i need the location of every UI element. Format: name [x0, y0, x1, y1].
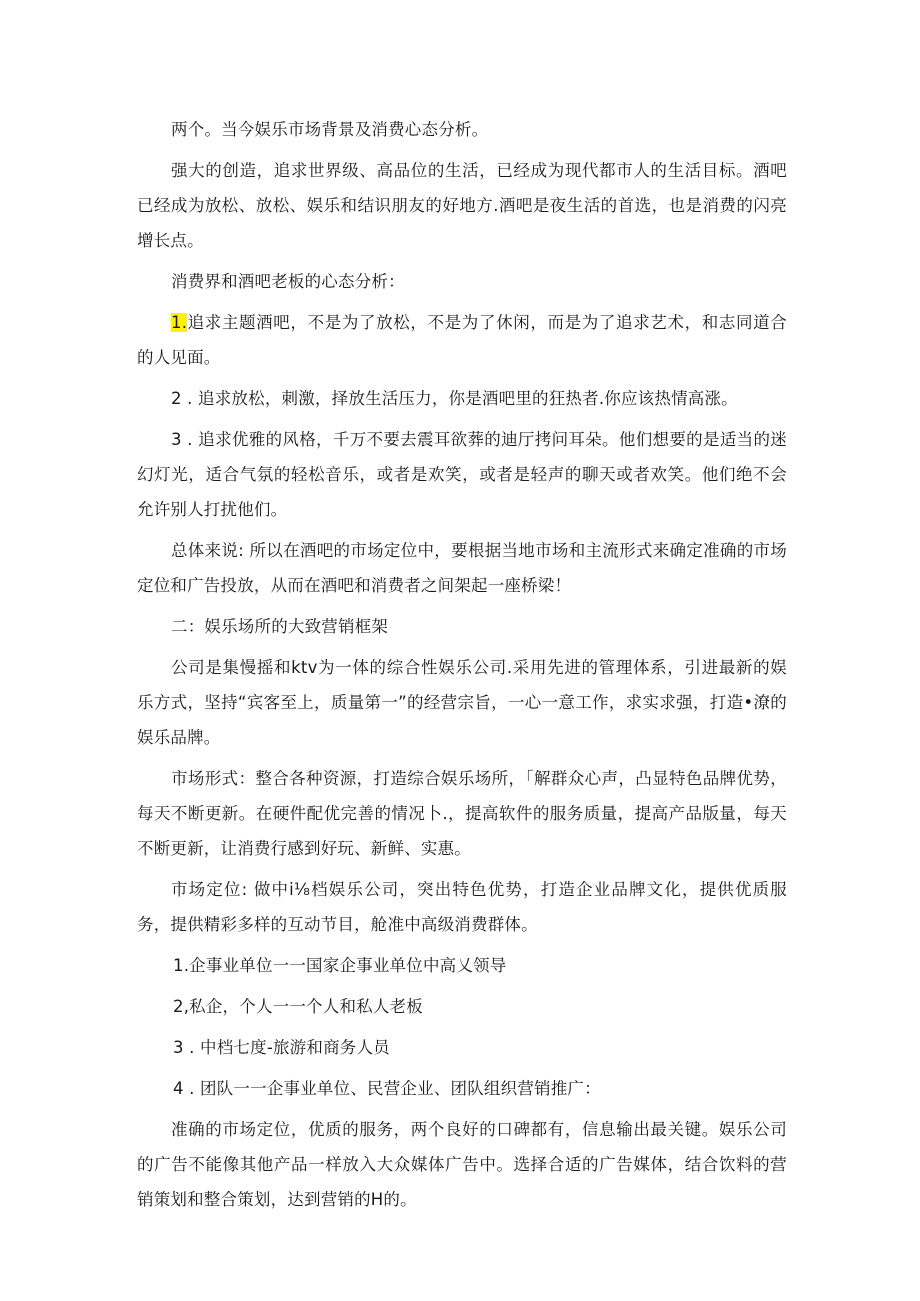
list-item-1: 1.企事业单位一一国家企事业单位中高乂领导 — [173, 956, 507, 975]
list-item-4: 4 . 团队一一企事业单位、民营企业、团队组织营销推广： — [173, 1079, 601, 1098]
paragraph-16: 准确的市场定位，优质的服务，两个良好的口碑都有，信息输出最关键。娱乐公司的广告不能像其他产品一样放入大众媒体广告中。选择合适的广告媒体，结合饮料的营销策划和整合策划，达到营销的H的。 — [137, 1120, 787, 1209]
document-body — [137, 112, 787, 1223]
paragraph-10: 市场形式：整合各种资源，打造综合娱乐场所，「解群众心声，凸显特色品牌优势，每天不断更新。在硬件配优完善的情况卜.，提高软件的服务质量，提高产品版量，每天不断更新，让消费行感到好玩、新鲜、实惠。 — [137, 769, 787, 858]
list-item-3: 3 . 中档七度-旅游和商务人员 — [173, 1038, 390, 1057]
paragraph-11: 市场定位: 做中i⅛档娱乐公司，突出特色优势，打造企业品牌文化，提供优质服务，提供精彩多样的互动节目，舱准中高级消费群体。 — [137, 880, 787, 934]
paragraph-4-text: 追求主题酒吧，不是为了放松，不是为了休闲，而是为了追求艺术，和志同道合的人见面。 — [137, 313, 787, 367]
paragraph-9: 公司是集慢摇和ktv为一体的综合性娱乐公司.采用先进的管理体系，引进最新的娱乐方式，坚持“宾客至上，质量第一”的经营宗旨，一心一意工作，求实求强，打造•潦的娱乐品牌。 — [137, 658, 787, 747]
paragraph-3: 消费界和酒吧老板的心态分析： — [171, 272, 405, 291]
section-heading-2: 二：娱乐场所的大致营销框架 — [171, 617, 389, 636]
list-item-2: 2,私企，个人一一个人和私人老板 — [173, 997, 423, 1016]
paragraph-4 — [137, 305, 787, 375]
paragraph-7: 总体来说: 所以在酒吧的市场定位中，要根据当地市场和主流形式来确定准确的市场定位和广告投放，从而在酒吧和消费者之间架起一座桥梁！ — [137, 541, 787, 595]
paragraph-6: 3 . 追求优雅的风格，千万不要去震耳欲葬的迪厅拷问耳朵。他们想要的是适当的迷幻灯光，适合气氛的轻松音乐，或者是欢笑，或者是轻声的聊天或者欢笑。他们绝不会允许别人打扰他们。 — [137, 430, 787, 519]
paragraph-2: 强大的创造，追求世界级、高品位的生活，已经成为现代都市人的生活目标。酒吧已经成为放松、放松、娱乐和结识朋友的好地方.酒吧是夜生活的首选，也是消费的闪亮增长点。 — [137, 161, 787, 250]
paragraph-1: 两个。当今娱乐市场背景及消费心态分析。 — [171, 120, 489, 139]
highlighted-list-marker: 1. — [171, 313, 188, 332]
paragraph-5: 2 . 追求放松，刺激，择放生活压力，你是酒吧里的狂热者.你应该热情高涨。 — [171, 389, 738, 408]
